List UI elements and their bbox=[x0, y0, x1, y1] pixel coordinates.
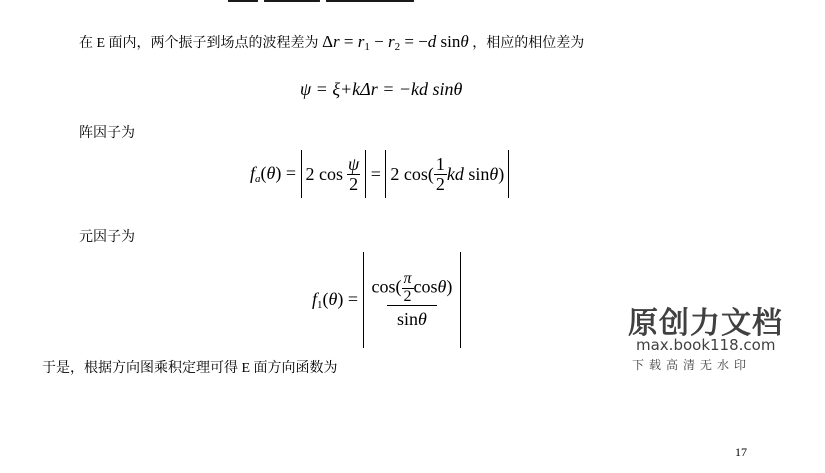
f1-lhs: $f_1(\theta)$ = bbox=[312, 289, 363, 311]
sentence-prefix: 在 E 面内，两个振子到场点的波程差为 bbox=[79, 36, 319, 51]
element-factor-label: 元因子为 bbox=[79, 230, 135, 245]
phase-difference-equation bbox=[300, 79, 462, 100]
phase-equation-text: ψ = ξ+kΔr = −kd sinθ bbox=[300, 79, 463, 99]
f1-abs: cos( $\frac{\pi}{2}$ cosθ) sinθ bbox=[363, 252, 462, 348]
element-factor-equation bbox=[312, 252, 461, 348]
final-paragraph: 于是，根据方向图乘积定理可得 E 面方向函数为 bbox=[42, 361, 338, 376]
watermark-site: max.book118.com bbox=[636, 336, 776, 354]
page-number: 17 bbox=[735, 445, 747, 459]
cropped-top-text bbox=[228, 0, 498, 2]
path-difference-formula: $\Delta r = r_1 - r_2 = -d$ sinθ bbox=[322, 32, 469, 53]
fa-lhs: $f_a(\theta)$ = bbox=[250, 163, 301, 185]
sentence-suffix: ，相应的相位差为 bbox=[472, 36, 585, 51]
array-factor-equation: $f_a(\theta)$ = 2 cos $\frac{\psi}{2}$ = 2 cos( $\frac{1}{2}$ kd sin θ ) bbox=[250, 150, 509, 198]
fa-abs-2: 2 cos( $\frac{1}{2}$ kd sin θ ) bbox=[385, 150, 509, 198]
watermark-title: 原创力文档 bbox=[628, 306, 783, 341]
fa-abs-1: 2 cos $\frac{\psi}{2}$ bbox=[301, 150, 367, 198]
path-difference-sentence bbox=[79, 32, 584, 53]
array-factor-label: 阵因子为 bbox=[79, 126, 135, 141]
watermark-subtitle: 下载高清无水印 bbox=[632, 358, 752, 372]
